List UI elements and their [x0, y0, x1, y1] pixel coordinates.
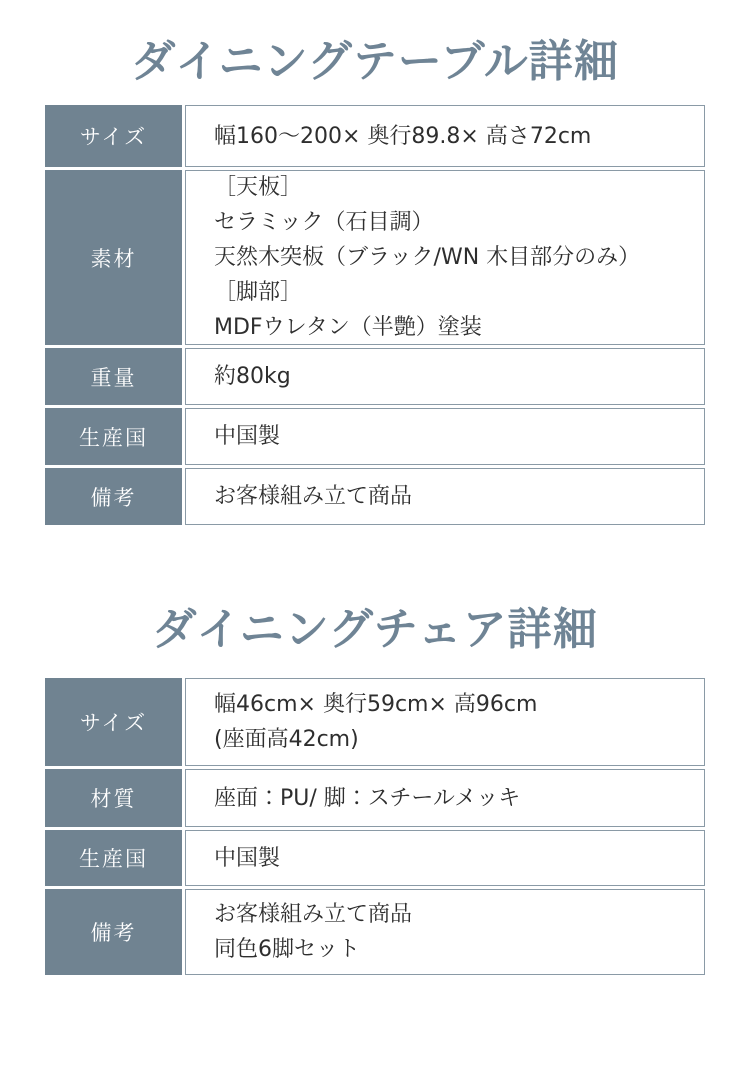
spec-label-notes: 備考 [45, 889, 182, 975]
spec-value-line: 幅46cm× 奥行59cm× 高96cm [214, 692, 538, 717]
spec-label-size: サイズ [45, 105, 182, 167]
spec-value-line: セラミック（石目調） [214, 210, 434, 235]
spec-row-size [45, 105, 705, 167]
spec-value-line: ［脚部］ [214, 280, 303, 305]
spec-value-line: お客様組み立て商品 [214, 902, 413, 927]
spec-row-weight [45, 348, 705, 405]
spec-value-line: 座面：PU/ 脚：スチールメッキ [214, 785, 521, 811]
spec-value-country [185, 408, 705, 465]
spec-label-weight: 重量 [45, 348, 182, 405]
spec-value-notes [185, 889, 705, 975]
spec-label-country: 生産国 [45, 830, 182, 886]
spec-label-material: 素材 [45, 170, 182, 345]
spec-value-line: 約80kg [214, 364, 291, 389]
spec-label-notes: 備考 [45, 468, 182, 525]
spec-value-line: 天然木突板（ブラック/WN 木目部分のみ） [214, 245, 641, 270]
spec-label-size: サイズ [45, 678, 182, 766]
spec-row-material [45, 769, 705, 827]
spec-value-weight [185, 348, 705, 405]
spec-value-line: 幅160～200× 奥行89.8× 高さ72cm [214, 123, 592, 149]
dining-table-section-title: ダイニングテーブル詳細 [131, 36, 619, 87]
spec-value-line: お客様組み立て商品 [214, 484, 413, 509]
spec-value-line: MDFウレタン（半艶）塗装 [214, 315, 482, 340]
spec-value-material [185, 170, 705, 345]
spec-value-material [185, 769, 705, 827]
spec-label-material: 材質 [45, 769, 182, 827]
spec-row-material [45, 170, 705, 345]
spec-value-line: (座面高42cm) [214, 727, 359, 752]
spec-value-country [185, 830, 705, 886]
spec-row-country [45, 408, 705, 465]
spec-value-line: 中国製 [214, 845, 281, 871]
spec-value-line: 同色6脚セット [214, 937, 360, 962]
dining-chair-spec-table [45, 678, 705, 975]
spec-row-notes [45, 468, 705, 525]
spec-value-notes [185, 468, 705, 525]
spec-value-line: ［天板］ [214, 175, 303, 200]
spec-label-country: 生産国 [45, 408, 182, 465]
spec-row-country [45, 830, 705, 886]
spec-row-size [45, 678, 705, 766]
spec-value-size [185, 105, 705, 167]
dining-table-spec-table [45, 105, 705, 525]
spec-value-line: 中国製 [214, 424, 281, 449]
dining-chair-section-title: ダイニングチェア詳細 [152, 604, 598, 655]
spec-row-notes [45, 889, 705, 975]
spec-value-size [185, 678, 705, 766]
